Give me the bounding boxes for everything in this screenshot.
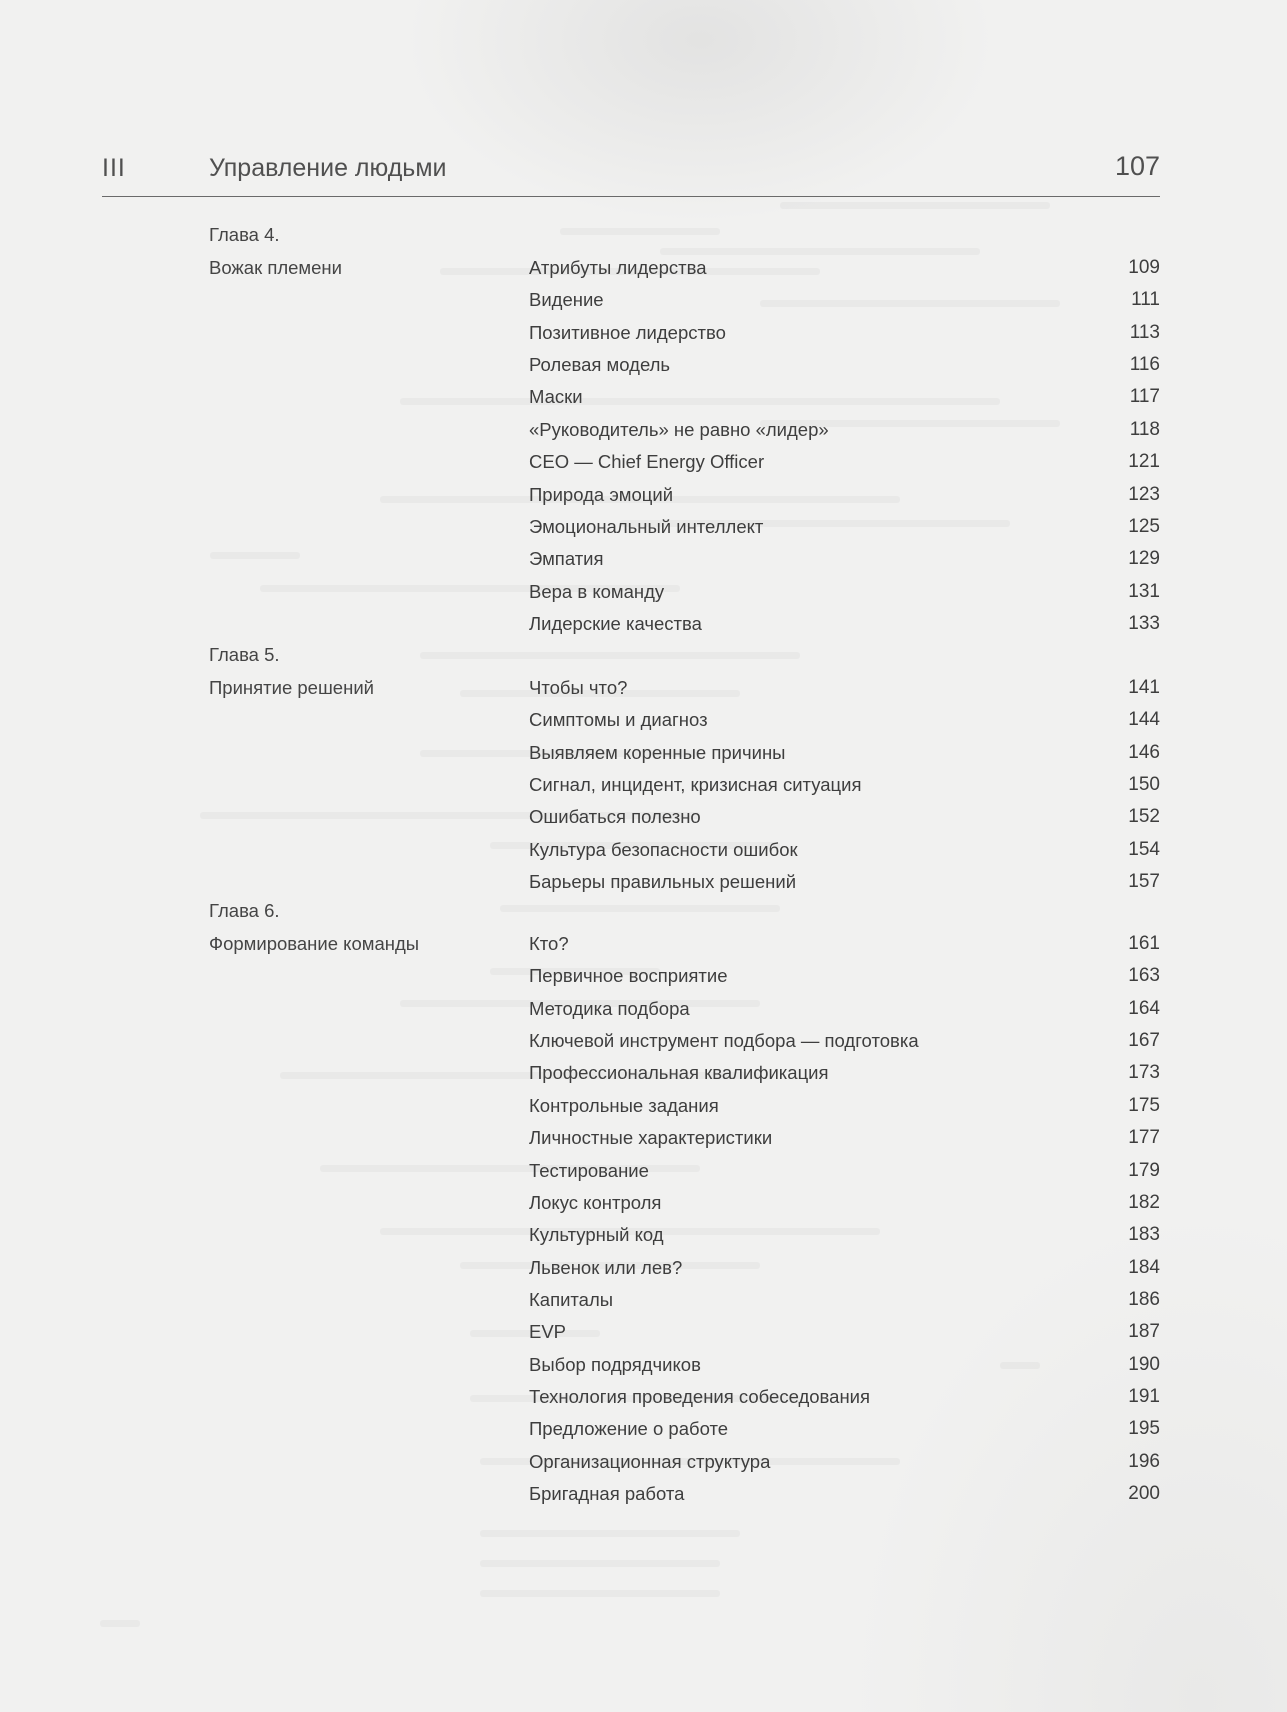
toc-entry-page: 133 [1128,612,1160,634]
part-title: Управление людьми [209,154,447,182]
toc-entry [529,1127,1160,1157]
toc-entry-page: 164 [1128,997,1160,1019]
toc-entry [529,933,1160,963]
toc-entry [529,1095,1160,1125]
toc-entry-title: Эмоциональный интеллект [529,515,764,537]
toc-entry-page: 111 [1131,289,1160,311]
toc-entry-title: Природа эмоций [529,483,674,505]
toc-entry [529,1418,1160,1448]
toc-entry-page: 186 [1128,1288,1160,1310]
chapter-title: Формирование команды [209,933,420,954]
toc-entry [529,581,1160,611]
toc-entry-title: Методика подбора [529,997,690,1019]
toc-entry-title: Сигнал, инцидент, кризисная ситуация [529,774,862,795]
toc-entry-page: 157 [1128,871,1160,893]
toc-entry-title: Технология проведения собеседования [529,1385,871,1407]
toc-entry-title: Видение [529,289,604,311]
toc-entry [529,998,1160,1028]
toc-entry-title: Вера в команду [529,580,665,602]
toc-entry-title: EVP [529,1321,567,1343]
toc-entry-title: Культурный код [529,1224,664,1246]
toc-entry [529,386,1160,416]
toc-entry [529,419,1160,449]
toc-entry [529,484,1160,514]
toc-entry [529,871,1160,901]
toc-entry-page: 175 [1128,1094,1160,1116]
chapter-label: Глава 5. [209,644,280,665]
toc-entry [529,322,1160,352]
toc-entry-title: Чтобы что? [529,677,628,698]
toc-entry-page: 196 [1128,1450,1160,1472]
toc-entry [529,257,1160,287]
toc-entry [529,1289,1160,1319]
toc-entry [529,1030,1160,1060]
toc-entry-page: 154 [1128,838,1160,860]
toc-entry-title: Профессиональная квалификация [529,1062,829,1084]
toc-entry-page: 179 [1128,1159,1160,1181]
toc-entry-page: 161 [1128,933,1160,954]
toc-entry-title: Предложение о работе [529,1418,729,1440]
toc-entry-title: Позитивное лидерство [529,321,726,343]
toc-entry-title: Лидерские качества [529,612,702,634]
toc-entry-page: 182 [1128,1191,1160,1213]
toc-entry-page: 200 [1128,1483,1160,1504]
toc-entry-page: 118 [1129,418,1160,440]
toc-entry-page: 125 [1128,515,1160,537]
toc-entry [529,1224,1160,1254]
toc-entry [529,965,1160,995]
toc-entry-title: Выбор подрядчиков [529,1353,701,1375]
toc-entry-title: Тестирование [529,1159,649,1181]
toc-entry [529,742,1160,772]
toc-entry-page: 129 [1128,548,1160,570]
chapter-label: Глава 6. [209,900,280,921]
toc-entry-page: 195 [1128,1418,1160,1440]
toc-entry-page: 131 [1128,580,1160,602]
toc-entry [529,1257,1160,1287]
toc-entry-page: 152 [1128,806,1160,828]
toc-entry-page: 163 [1128,965,1160,987]
toc-entry-page: 113 [1129,321,1160,343]
toc-entry [529,709,1160,739]
toc-entry-title: Культура безопасности ошибок [529,838,798,860]
toc-entry [529,548,1160,578]
toc-entry [529,451,1160,481]
toc-entry-page: 146 [1128,741,1160,763]
chapter-label: Глава 4. [209,224,280,245]
toc-entry-page: 173 [1128,1062,1160,1084]
toc-entry-page: 191 [1128,1385,1160,1407]
toc-entry [529,1386,1160,1416]
toc-entry-title: Ошибаться полезно [529,806,701,828]
toc-entry-title: Барьеры правильных решений [529,871,797,893]
toc-entry-title: Атрибуты лидерства [529,257,707,278]
toc-entry [529,1062,1160,1092]
toc-entry [529,1160,1160,1190]
toc-entry-title: Бригадная работа [529,1483,685,1504]
toc-entry [529,1192,1160,1222]
toc-entry-title: Первичное восприятие [529,965,728,987]
toc-entry-page: 177 [1128,1127,1160,1149]
toc-entry [529,806,1160,836]
toc-entry-title: Организационная структура [529,1450,771,1472]
toc-entry-title: Ролевая модель [529,354,671,376]
toc-entry [529,839,1160,869]
toc-entry [529,516,1160,546]
toc-entry-page: 123 [1128,483,1160,505]
toc-entry [529,677,1160,707]
toc-entry-page: 183 [1128,1224,1160,1246]
chapter-title: Вожак племени [209,257,342,278]
toc-entry-title: Эмпатия [529,548,604,570]
toc-entry [529,613,1160,643]
toc-entry-title: Выявляем коренные причины [529,741,786,763]
toc-entry-title: Маски [529,386,583,408]
toc-entry-title: Личностные характеристики [529,1127,773,1149]
toc-entry-title: Контрольные задания [529,1094,719,1116]
toc-entry-title: CEO — Chief Energy Officer [529,451,765,473]
toc-entry-title: Львенок или лев? [529,1256,683,1278]
toc-entry-title: «Руководитель» не равно «лидер» [529,418,829,440]
toc-entry [529,1483,1160,1513]
toc-entry [529,774,1160,804]
toc-entry-page: 141 [1128,677,1160,698]
toc-entry-page: 117 [1129,386,1160,408]
toc-entry-page: 116 [1129,354,1160,376]
toc-entry [529,289,1160,319]
toc-entry-page: 190 [1128,1353,1160,1375]
toc-entry [529,1354,1160,1384]
page-number: 107 [1114,151,1160,181]
toc-entry [529,1451,1160,1481]
toc-entry-page: 187 [1128,1321,1160,1343]
toc-entry [529,1321,1160,1351]
toc-entry [529,354,1160,384]
toc-entry-page: 109 [1128,257,1160,278]
chapter-title: Принятие решений [209,677,374,698]
toc-entry-page: 167 [1128,1030,1160,1051]
toc-entry-title: Симптомы и диагноз [529,709,708,731]
toc-entry-title: Капиталы [529,1288,614,1310]
toc-entry-title: Локус контроля [529,1191,662,1213]
toc-entry-title: Ключевой инструмент подбора — подготовка [529,1030,919,1051]
toc-entry-page: 184 [1128,1256,1160,1278]
part-number: III [102,154,126,182]
toc-entry-title: Кто? [529,933,569,954]
toc-entry-page: 121 [1128,451,1160,473]
toc-entry-page: 150 [1128,774,1160,795]
toc-entry-page: 144 [1128,709,1160,731]
